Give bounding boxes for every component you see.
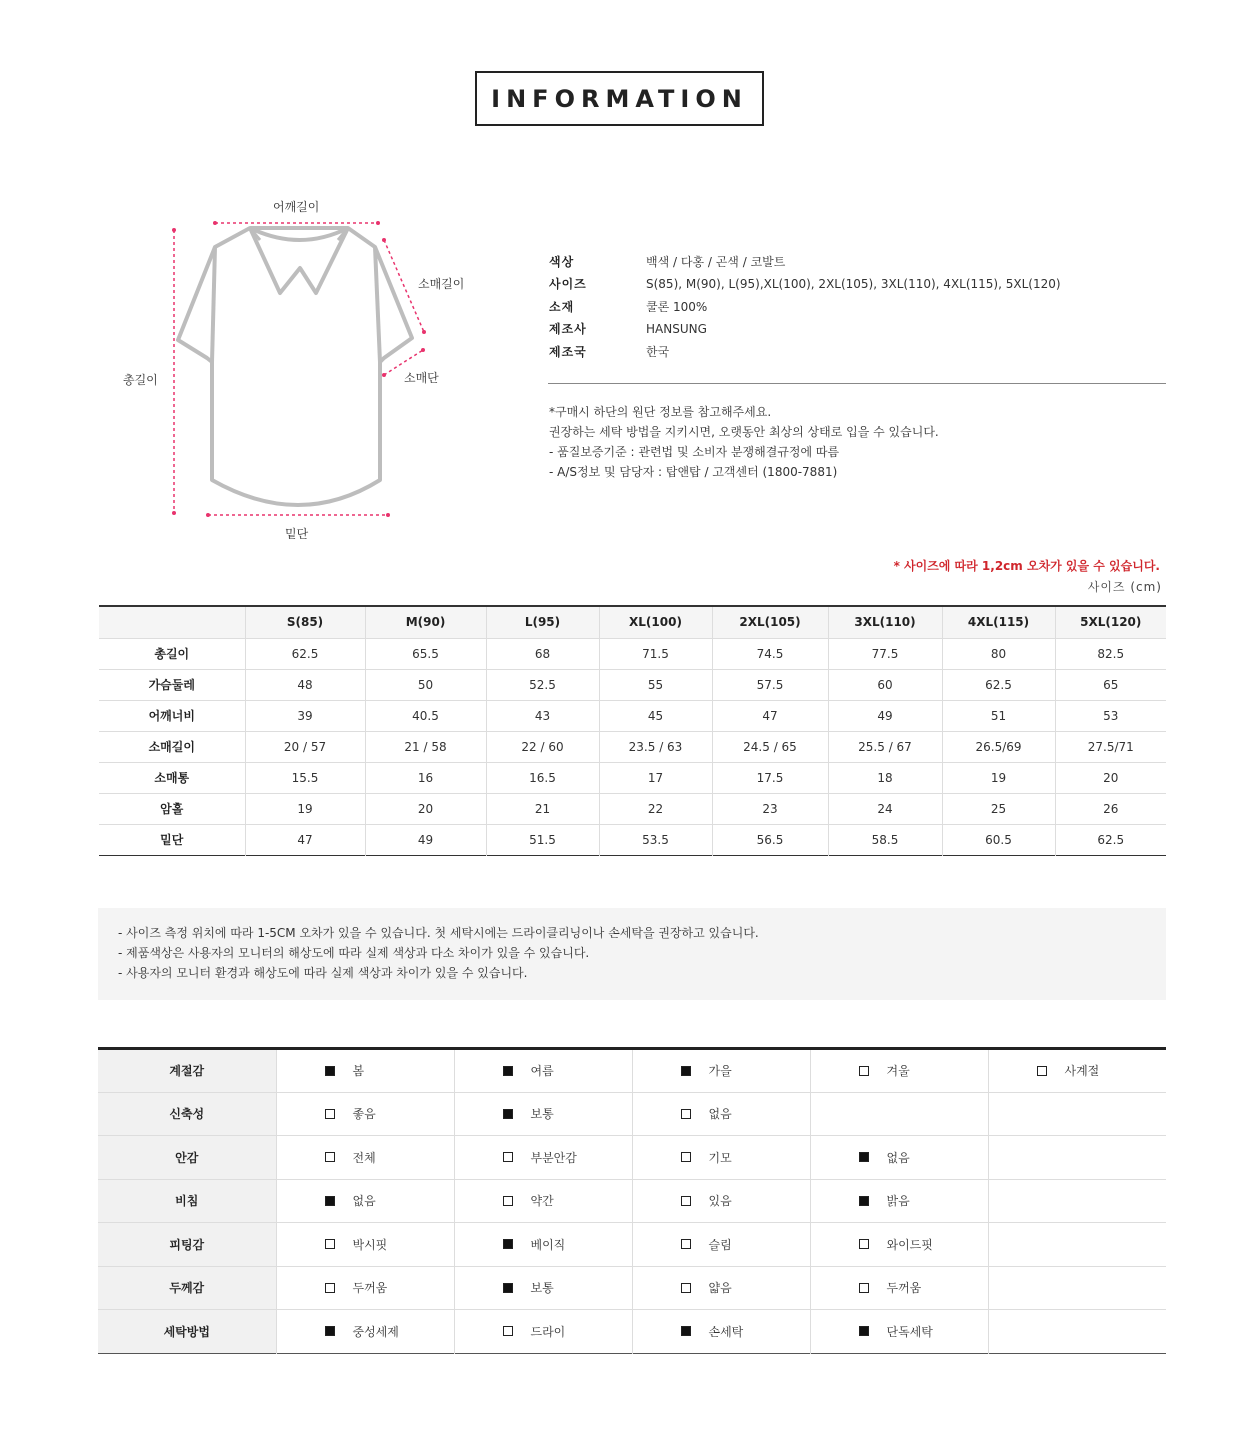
attribute-option-cell	[810, 1223, 988, 1267]
attribute-option-cell	[276, 1179, 454, 1223]
attribute-option-label: 사계절	[1064, 1064, 1100, 1079]
label-hem: 밑단	[285, 527, 309, 541]
attribute-option-cell	[632, 1136, 810, 1180]
info-row-manufacturer	[549, 318, 1169, 341]
care-notes	[549, 402, 939, 482]
attribute-option-cell	[632, 1310, 810, 1354]
checked-box-icon	[325, 1196, 335, 1206]
unchecked-box-icon	[681, 1283, 691, 1293]
note-line: 권장하는 세탁 방법을 지키시면, 오랫동안 최상의 상태로 입을 수 있습니다.	[549, 425, 939, 439]
size-row-label: 총길이	[99, 638, 245, 669]
size-value-cell: 62.5	[245, 638, 365, 669]
label-shoulder: 어깨길이	[273, 200, 320, 214]
size-value-cell: 47	[245, 824, 365, 855]
label-sleeve-length: 소매길이	[418, 277, 465, 291]
attribute-option-cell	[810, 1092, 988, 1136]
unchecked-box-icon	[325, 1152, 335, 1162]
notice-line: - 사용자의 모니터 환경과 해상도에 따라 실제 색상과 차이가 있을 수 있습니다.	[118, 966, 528, 980]
attribute-option-cell	[454, 1266, 632, 1310]
attribute-option-label: 중성세제	[352, 1324, 399, 1339]
checked-box-icon	[681, 1326, 691, 1336]
sleeve-seam-left	[212, 247, 215, 362]
size-header-cell: 4XL(115)	[942, 606, 1055, 638]
size-value-cell: 26.5/69	[942, 731, 1055, 762]
attribute-option-cell	[988, 1136, 1166, 1180]
attribute-option-cell	[988, 1310, 1166, 1354]
attribute-option-label: 보통	[530, 1107, 554, 1122]
attribute-option-cell	[454, 1136, 632, 1180]
size-value-cell: 43	[486, 700, 599, 731]
checked-box-icon	[859, 1152, 869, 1162]
size-value-cell: 58.5	[828, 824, 942, 855]
attribute-option-cell	[632, 1179, 810, 1223]
checked-box-icon	[859, 1326, 869, 1336]
info-key: 소재	[549, 299, 575, 314]
info-key: 사이즈	[549, 277, 587, 292]
attribute-option-label: 좋음	[352, 1107, 376, 1122]
info-value: 백색 / 다홍 / 곤색 / 코발트	[646, 254, 786, 269]
attribute-option-label: 두꺼움	[352, 1281, 388, 1296]
checked-box-icon	[503, 1283, 513, 1293]
info-key: 색상	[549, 254, 575, 269]
size-header-cell: 5XL(120)	[1055, 606, 1166, 638]
size-header-cell	[99, 606, 245, 638]
size-value-cell: 45	[599, 700, 712, 731]
attribute-row	[98, 1049, 1166, 1093]
size-value-cell: 20	[1055, 762, 1166, 793]
attribute-option-cell	[810, 1049, 988, 1093]
attribute-option-label: 겨울	[886, 1064, 910, 1079]
attribute-option-label: 없음	[886, 1150, 910, 1165]
checked-box-icon	[325, 1066, 335, 1076]
unchecked-box-icon	[681, 1109, 691, 1119]
size-value-cell: 62.5	[1055, 824, 1166, 855]
attribute-option-label: 와이드핏	[886, 1237, 933, 1252]
size-table-row	[99, 824, 1166, 855]
size-row-label: 밑단	[160, 833, 184, 847]
attribute-option-cell	[454, 1049, 632, 1093]
size-unit-label: 사이즈 (cm)	[1087, 580, 1162, 594]
attribute-option-label: 보통	[530, 1281, 554, 1296]
attribute-option-label: 전체	[352, 1150, 376, 1165]
size-value-cell: 60.5	[942, 824, 1055, 855]
unchecked-box-icon	[859, 1239, 869, 1249]
unchecked-box-icon	[681, 1239, 691, 1249]
note-line: *구매시 하단의 원단 정보를 참고해주세요.	[549, 405, 772, 419]
size-row-label: 암홀	[99, 793, 245, 824]
size-header-cell: M(90)	[365, 606, 486, 638]
label-total-length: 총길이	[123, 373, 158, 387]
size-header-cell: 3XL(110)	[828, 606, 942, 638]
notice-line: - 제품색상은 사용자의 모니터의 해상도에 따라 실제 색상과 다소 차이가 있을 수 있습니다.	[118, 946, 590, 960]
size-value-cell: 62.5	[942, 669, 1055, 700]
size-value-cell: 27.5/71	[1055, 731, 1166, 762]
attribute-option-label: 밝음	[886, 1194, 910, 1209]
size-value-cell: 18	[828, 762, 942, 793]
fabric-attribute-table	[98, 1047, 1166, 1354]
attribute-option-label: 두꺼움	[886, 1281, 922, 1296]
attribute-label: 두께감	[98, 1266, 276, 1310]
attribute-row	[98, 1223, 1166, 1267]
attribute-row	[98, 1266, 1166, 1310]
checked-box-icon	[325, 1326, 335, 1336]
sleeve-seam-right	[375, 247, 380, 362]
section-title-box	[475, 71, 764, 126]
checked-box-icon	[859, 1196, 869, 1206]
size-value-cell: 49	[828, 700, 942, 731]
attribute-option-cell	[276, 1049, 454, 1093]
attribute-option-cell	[276, 1136, 454, 1180]
info-value: HANSUNG	[646, 321, 707, 336]
unchecked-box-icon	[503, 1196, 513, 1206]
size-header-cell: 2XL(105)	[712, 606, 828, 638]
size-value-cell: 68	[486, 638, 599, 669]
attribute-label: 피팅감	[98, 1223, 276, 1267]
attribute-option-cell	[988, 1266, 1166, 1310]
attribute-option-label: 손세탁	[708, 1324, 744, 1339]
size-value-cell: 17.5	[712, 762, 828, 793]
size-header-cell: S(85)	[245, 606, 365, 638]
note-line: - A/S정보 및 담당자 : 탑앤탑 / 고객센터 (1800-7881)	[549, 465, 838, 479]
product-info-list	[549, 250, 1169, 363]
size-value-cell: 20 / 57	[245, 731, 365, 762]
attribute-option-cell	[632, 1223, 810, 1267]
attribute-option-cell	[810, 1179, 988, 1223]
size-value-cell: 19	[245, 793, 365, 824]
attribute-option-label: 기모	[708, 1150, 732, 1165]
unchecked-box-icon	[503, 1152, 513, 1162]
attribute-option-cell	[988, 1092, 1166, 1136]
attribute-label: 신축성	[98, 1092, 276, 1136]
collar-outline	[250, 228, 348, 293]
size-value-cell: 25	[942, 793, 1055, 824]
size-table-header-row	[99, 606, 1166, 638]
size-table-row	[99, 638, 1166, 669]
attribute-label: 비침	[98, 1179, 276, 1223]
size-value-cell: 22 / 60	[486, 731, 599, 762]
size-row-label: 어깨너비	[99, 700, 245, 731]
size-value-cell: 53	[1055, 700, 1166, 731]
attribute-option-label: 가을	[708, 1064, 732, 1079]
unchecked-box-icon	[325, 1109, 335, 1119]
unchecked-box-icon	[681, 1152, 691, 1162]
attribute-option-label: 베이직	[530, 1237, 566, 1252]
unchecked-box-icon	[325, 1283, 335, 1293]
attribute-option-cell	[454, 1179, 632, 1223]
attribute-label: 세탁방법	[98, 1310, 276, 1354]
size-value-cell: 82.5	[1055, 638, 1166, 669]
size-value-cell: 24.5 / 65	[712, 731, 828, 762]
attribute-option-label: 부분안감	[530, 1150, 577, 1165]
attribute-option-label: 있음	[708, 1194, 732, 1209]
info-row-country	[549, 340, 1169, 363]
attribute-row	[98, 1310, 1166, 1354]
info-key: 제조사	[549, 322, 587, 337]
size-value-cell: 48	[245, 669, 365, 700]
size-value-cell: 26	[1055, 793, 1166, 824]
attribute-option-cell	[276, 1223, 454, 1267]
size-value-cell: 71.5	[599, 638, 712, 669]
attribute-option-cell	[988, 1049, 1166, 1093]
label-sleeve-hem: 소매단	[404, 371, 439, 385]
attribute-option-cell	[632, 1266, 810, 1310]
size-value-cell: 21	[486, 793, 599, 824]
checked-box-icon	[681, 1066, 691, 1076]
size-warning: * 사이즈에 따라 1,2cm 오차가 있을 수 있습니다.	[893, 559, 1160, 573]
size-value-cell: 53.5	[599, 824, 712, 855]
size-value-cell: 49	[365, 824, 486, 855]
size-value-cell: 24	[828, 793, 942, 824]
size-value-cell: 39	[245, 700, 365, 731]
size-value-cell: 15.5	[245, 762, 365, 793]
info-value: S(85), M(90), L(95),XL(100), 2XL(105), 3XL(110), 4XL(115), 5XL(120)	[646, 276, 1061, 291]
attribute-option-label: 슬림	[708, 1237, 732, 1252]
size-table-row	[99, 731, 1166, 762]
attribute-option-cell	[810, 1310, 988, 1354]
attribute-label: 안감	[98, 1136, 276, 1180]
size-value-cell: 51.5	[486, 824, 599, 855]
info-row-material	[549, 295, 1169, 318]
attribute-row	[98, 1136, 1166, 1180]
notice-box	[98, 908, 1166, 1000]
attribute-option-cell	[276, 1310, 454, 1354]
unchecked-box-icon	[859, 1283, 869, 1293]
size-value-cell: 40.5	[365, 700, 486, 731]
checked-box-icon	[503, 1109, 513, 1119]
size-table-row	[99, 669, 1166, 700]
size-value-cell: 21 / 58	[365, 731, 486, 762]
info-value: 쿨론 100%	[646, 299, 708, 314]
size-value-cell: 19	[942, 762, 1055, 793]
info-divider	[548, 383, 1166, 384]
attribute-option-label: 여름	[530, 1064, 554, 1079]
size-value-cell: 55	[599, 669, 712, 700]
attribute-option-cell	[632, 1049, 810, 1093]
info-value: 한국	[646, 344, 670, 359]
size-value-cell: 23.5 / 63	[599, 731, 712, 762]
attribute-option-label: 봄	[352, 1064, 365, 1079]
section-title: INFORMATION	[491, 84, 748, 113]
size-value-cell: 25.5 / 67	[828, 731, 942, 762]
unchecked-box-icon	[325, 1239, 335, 1249]
checked-box-icon	[503, 1239, 513, 1249]
size-value-cell: 60	[828, 669, 942, 700]
size-header-cell: XL(100)	[599, 606, 712, 638]
note-line: - 품질보증기준 : 관련법 및 소비자 분쟁해결규정에 따름	[549, 445, 840, 459]
garment-diagram	[110, 190, 490, 550]
attribute-option-label: 없음	[708, 1107, 732, 1122]
attribute-option-cell	[454, 1092, 632, 1136]
info-key: 제조국	[549, 344, 587, 359]
size-table	[99, 605, 1166, 856]
attribute-option-cell	[276, 1092, 454, 1136]
attribute-option-label: 없음	[352, 1194, 376, 1209]
attribute-row	[98, 1092, 1166, 1136]
size-value-cell: 52.5	[486, 669, 599, 700]
attribute-option-label: 박시핏	[352, 1237, 388, 1252]
attribute-row	[98, 1179, 1166, 1223]
size-value-cell: 80	[942, 638, 1055, 669]
size-value-cell: 57.5	[712, 669, 828, 700]
info-row-color	[549, 250, 1169, 273]
size-value-cell: 16.5	[486, 762, 599, 793]
unchecked-box-icon	[681, 1196, 691, 1206]
size-value-cell: 20	[365, 793, 486, 824]
size-value-cell: 17	[599, 762, 712, 793]
size-table-row	[99, 700, 1166, 731]
size-value-cell: 47	[712, 700, 828, 731]
size-value-cell: 74.5	[712, 638, 828, 669]
size-value-cell: 22	[599, 793, 712, 824]
attribute-option-cell	[988, 1179, 1166, 1223]
size-value-cell: 65	[1055, 669, 1166, 700]
size-table-row	[99, 793, 1166, 824]
attribute-label: 계절감	[98, 1049, 276, 1093]
size-value-cell: 51	[942, 700, 1055, 731]
attribute-option-cell	[988, 1223, 1166, 1267]
attribute-option-label: 약간	[530, 1194, 554, 1209]
attribute-option-label: 얇음	[708, 1281, 732, 1296]
size-row-label: 소매통	[99, 762, 245, 793]
unchecked-box-icon	[1037, 1066, 1047, 1076]
attribute-option-cell	[810, 1266, 988, 1310]
size-value-cell: 65.5	[365, 638, 486, 669]
size-value-cell: 50	[365, 669, 486, 700]
attribute-option-cell	[276, 1266, 454, 1310]
info-row-size	[549, 273, 1169, 296]
notice-line: - 사이즈 측정 위치에 따라 1-5CM 오차가 있을 수 있습니다. 첫 세탁시에는 드라이클리닝이나 손세탁을 권장하고 있습니다.	[118, 926, 759, 940]
size-row-label: 소매길이	[99, 731, 245, 762]
size-value-cell: 77.5	[828, 638, 942, 669]
attribute-option-cell	[454, 1223, 632, 1267]
attribute-option-cell	[632, 1092, 810, 1136]
attribute-option-cell	[810, 1136, 988, 1180]
attribute-option-label: 단독세탁	[886, 1324, 933, 1339]
attribute-option-cell	[454, 1310, 632, 1354]
size-row-label: 가슴둘레	[99, 669, 245, 700]
unchecked-box-icon	[859, 1066, 869, 1076]
size-value-cell: 23	[712, 793, 828, 824]
size-value-cell: 16	[365, 762, 486, 793]
size-value-cell: 56.5	[712, 824, 828, 855]
attribute-option-label: 드라이	[530, 1324, 566, 1339]
size-table-row	[99, 762, 1166, 793]
checked-box-icon	[503, 1066, 513, 1076]
unchecked-box-icon	[503, 1326, 513, 1336]
size-header-cell: L(95)	[486, 606, 599, 638]
